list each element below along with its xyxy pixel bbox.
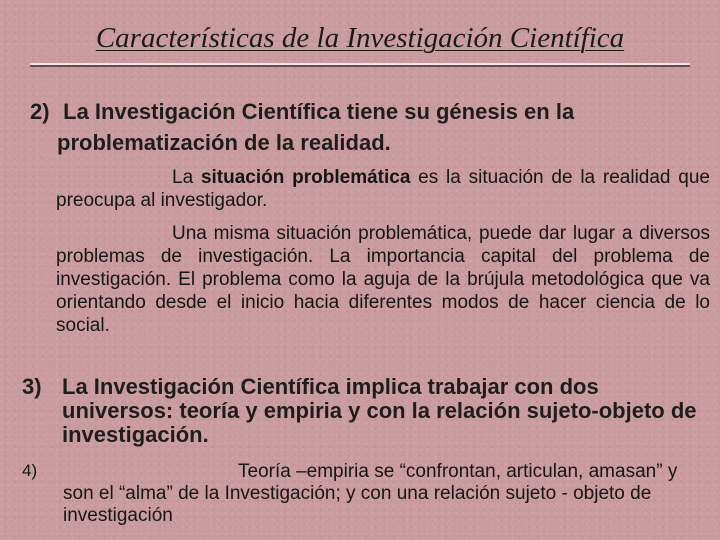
item-4-paragraph — [63, 461, 703, 527]
item-4-number: 4) — [22, 461, 38, 480]
item-2-heading — [30, 96, 710, 158]
item-4-text: Teoría –empiria se “confrontan, articulan, amasan” y son el “alma” de la Investigación; y con una relación sujeto - objeto de investigación — [63, 461, 678, 526]
item-3-heading-text: La Investigación Científica implica trabajar con dos universos: teoría y empiria y con la relación sujeto-objeto de investigación. — [62, 374, 697, 447]
situacion-problematica-term: situación problemática — [200, 167, 411, 188]
item-2-paragraph-2 — [56, 222, 710, 337]
paragraph-1-rest: es la situación de la realidad que preocupa al investigador. — [56, 167, 710, 211]
paragraph-1-prefix: La — [172, 167, 201, 188]
slide-title-text: Características de la Investigación Científica — [95, 22, 625, 54]
item-2-heading-line1: La Investigación Científica tiene su génesis en la — [63, 99, 575, 124]
item-2-heading-line2: problematización de la realidad. — [57, 130, 391, 155]
item-2-number: 2) — [30, 99, 50, 124]
item-2-paragraph-1 — [56, 166, 710, 212]
paragraph-2-text: Una misma situación problemática, puede dar lugar a diversos problemas de investigación. La importancia capital del problema de investigación. El problema como la aguja de la brújula metodológica que va orientando desde el inicio hacia diferentes modos de hacer ciencia de lo social. — [56, 223, 710, 336]
item-3-heading — [22, 375, 712, 447]
item-3-number: 3) — [22, 374, 42, 399]
slide-title — [0, 22, 720, 55]
title-divider — [30, 63, 690, 67]
